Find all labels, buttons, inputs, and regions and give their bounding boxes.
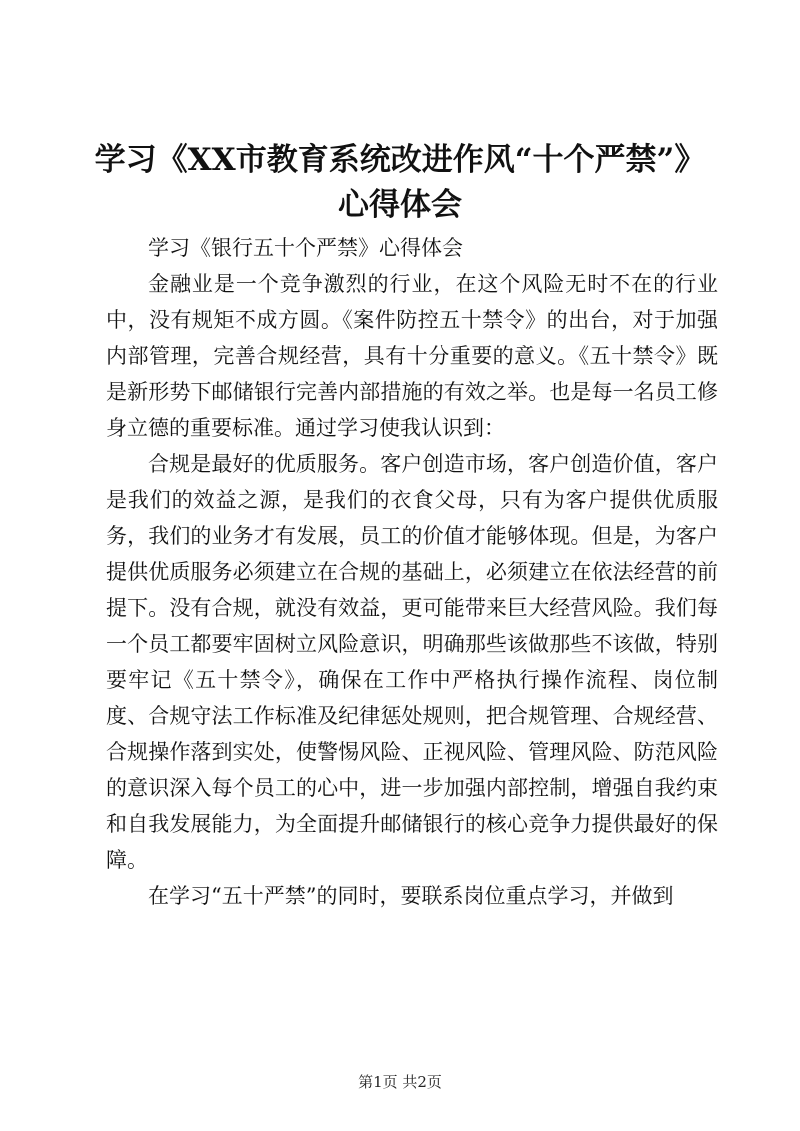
paragraph-subtitle: 学习《银行五十个严禁》心得体会 (148, 236, 463, 260)
document-title-line1: 学习《XX市教育系统改进作风“十个严禁”》 (94, 142, 706, 178)
document-body (106, 230, 718, 914)
paragraph-study: 在学习“五十严禁”的同时，要联系岗位重点学习，并做到 (148, 884, 674, 908)
document-title-line2: 心得体会 (338, 187, 462, 223)
paragraph-compliance: 合规是最好的优质服务。客户创造市场，客户创造价值，客户是我们的效益之源，是我们的衣食父母，只有为客户提供优质服务，我们的业务才有发展，员工的价值才能够体现。但是，为客户提供优质服务必须建立在合规的基础上，必须建立在依法经营的前提下。没有合规，就没有效益，更可能带来巨大经营风险。我们每一个员工都要牢固树立风险意识，明确那些该做那些不该做，特别要牢记《五十禁令》，确保在工作中严格执行操作流程、岗位制度、合规守法工作标准及纪律惩处规则，把合规管理、合规经营、合规操作落到实处，使警惕风险、正视风险、管理风险、防范风险的意识深入每个员工的心中，进一步加强内部控制，增强自我约束和自我发展能力，为全面提升邮储银行的核心竞争力提供最好的保障。 (106, 452, 718, 872)
page-footer: 第1页 共2页 (358, 1073, 442, 1091)
paragraph-intro: 金融业是一个竞争激烈的行业，在这个风险无时不在的行业中，没有规矩不成方圆。《案件防控五十禁令》的出台，对于加强内部管理，完善合规经营，具有十分重要的意义。《五十禁令》既是新形势下邮储银行完善内部措施的有效之举。也是每一名员工修身立德的重要标准。通过学习使我认识到： (106, 272, 718, 440)
